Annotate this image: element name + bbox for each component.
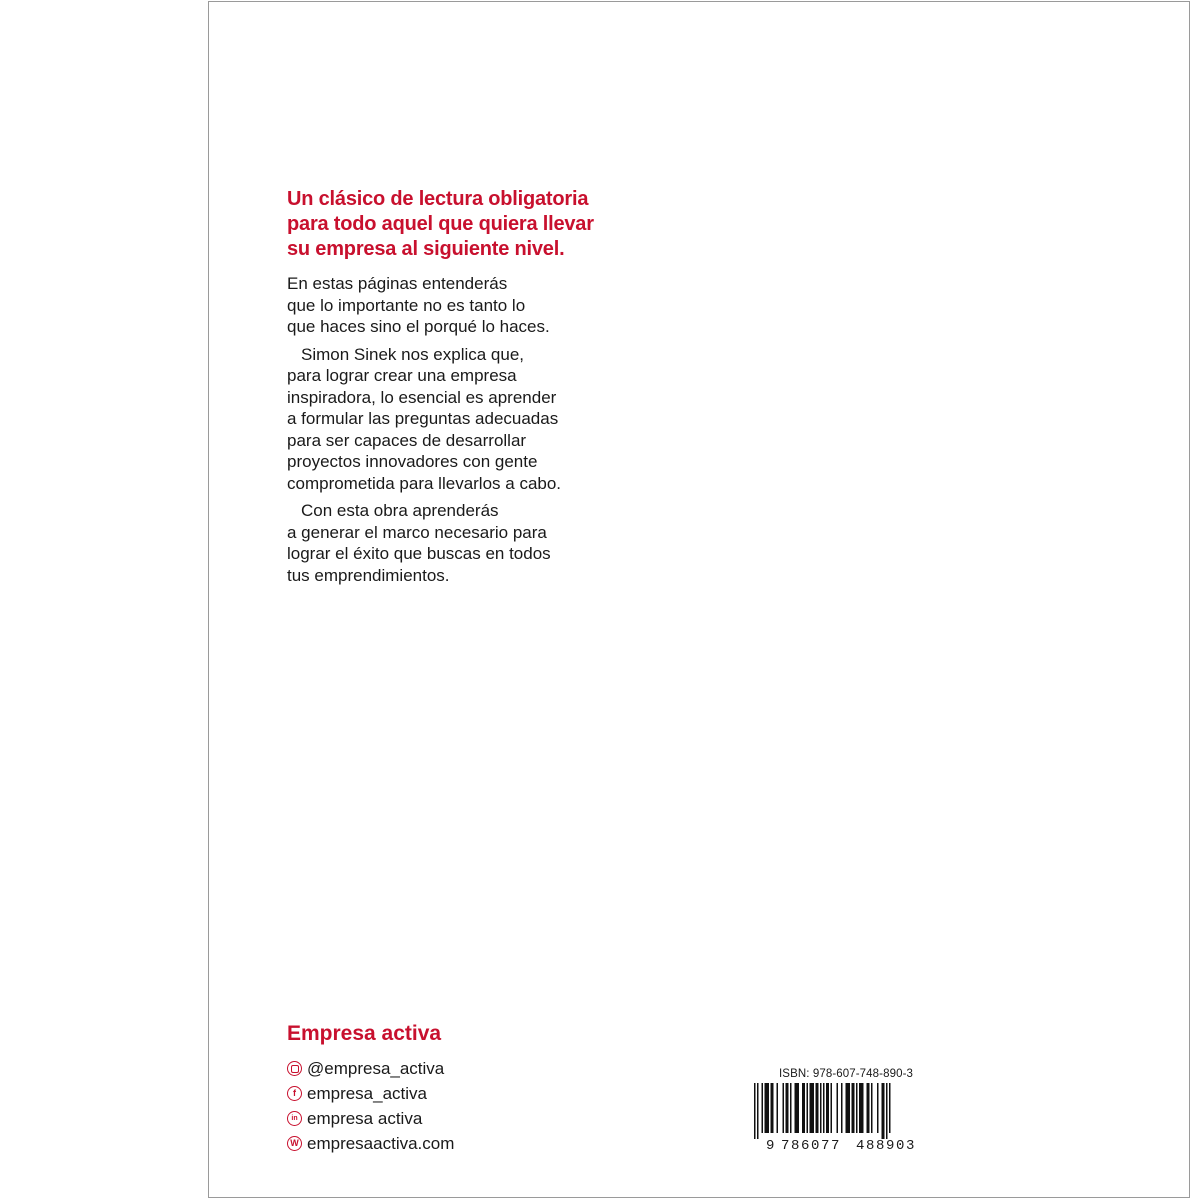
barcode-bars (752, 1083, 922, 1139)
back-cover (208, 1, 1190, 1198)
barcode-bar (846, 1083, 851, 1133)
barcode-digit-right-group: 488903 (856, 1138, 917, 1154)
barcode-bar (852, 1083, 855, 1133)
social-link (287, 1081, 454, 1106)
barcode-bar (777, 1083, 779, 1133)
social-links (287, 1056, 454, 1156)
barcode-bar (771, 1083, 774, 1133)
website-icon: W (287, 1136, 302, 1151)
tagline-line: Un clásico de lectura obligatoria (287, 188, 589, 210)
barcode-bar (786, 1083, 789, 1133)
barcode-bar (790, 1083, 792, 1133)
tagline-line: su empresa al siguiente nivel. (287, 238, 565, 260)
barcode-bar (795, 1083, 800, 1133)
description-paragraph (287, 273, 627, 338)
publisher-name: Empresa activa (287, 1022, 442, 1045)
description-line: comprometida para llevarlos a cabo. (287, 473, 562, 493)
description-line: para ser capaces de desarrollar (287, 430, 527, 450)
barcode-bar (765, 1083, 770, 1133)
barcode-bar (889, 1083, 891, 1133)
barcode-bar (807, 1083, 809, 1133)
description-line: lograr el éxito que buscas en todos (287, 544, 551, 563)
social-handle: @empresa_activa (307, 1058, 445, 1078)
barcode-bar (856, 1083, 858, 1133)
description-line: que haces sino el porqué lo haces. (287, 317, 550, 336)
tagline (287, 187, 647, 262)
social-handle: empresa_activa (307, 1083, 428, 1103)
description-line: a generar el marco necesario para (287, 522, 547, 542)
description-line: para lograr crear una empresa (287, 366, 517, 385)
social-link (287, 1106, 454, 1131)
social-handle: empresaactiva.com (307, 1133, 455, 1153)
barcode-bar (871, 1083, 873, 1133)
barcode-bar (877, 1083, 879, 1133)
isbn-label: ISBN: 978-607-748-890-3 (779, 1068, 913, 1080)
barcode-bar (762, 1083, 764, 1133)
description-line: proyectos innovadores con gente (287, 452, 538, 471)
barcode-bar (757, 1083, 759, 1139)
barcode-bar (831, 1083, 833, 1133)
barcode-bar (783, 1083, 785, 1133)
linkedin-icon: in (287, 1111, 302, 1126)
description-line: tus emprendimientos. (287, 565, 450, 585)
barcode-bar (820, 1083, 822, 1133)
barcode-bar (882, 1083, 885, 1139)
social-handle: empresa activa (307, 1108, 423, 1128)
description-line: Con esta obra aprenderás (301, 501, 499, 520)
description-line: inspiradora, lo esencial es aprender (287, 387, 557, 407)
description-paragraph (287, 344, 627, 495)
barcode-bar (841, 1083, 843, 1133)
barcode-bar (859, 1083, 864, 1133)
barcode-bar (823, 1083, 825, 1133)
instagram-icon (287, 1061, 302, 1076)
description-line: a formular las preguntas adecuadas (287, 409, 559, 428)
barcode-bar (816, 1083, 819, 1133)
tagline-line: para todo aquel que quiera llevar (287, 213, 594, 235)
barcode-bar (837, 1083, 839, 1133)
barcode-digit-left-group: 786077 (781, 1138, 842, 1154)
barcode-bar (802, 1083, 805, 1133)
barcode-bar (886, 1083, 888, 1139)
isbn-barcode (752, 1083, 922, 1139)
barcode-bar (754, 1083, 756, 1139)
description-paragraph (287, 500, 627, 586)
barcode-bar (810, 1083, 815, 1133)
social-link (287, 1056, 454, 1081)
barcode-bar (867, 1083, 870, 1133)
barcode-bar (826, 1083, 829, 1133)
description (287, 273, 627, 592)
social-link (287, 1131, 454, 1156)
description-line: que lo importante no es tanto lo (287, 295, 526, 315)
description-line: Simon Sinek nos explica que, (301, 344, 525, 364)
barcode-digit-prefix: 9 (766, 1138, 777, 1154)
facebook-icon: f (287, 1086, 302, 1101)
description-line: En estas páginas entenderás (287, 274, 508, 293)
